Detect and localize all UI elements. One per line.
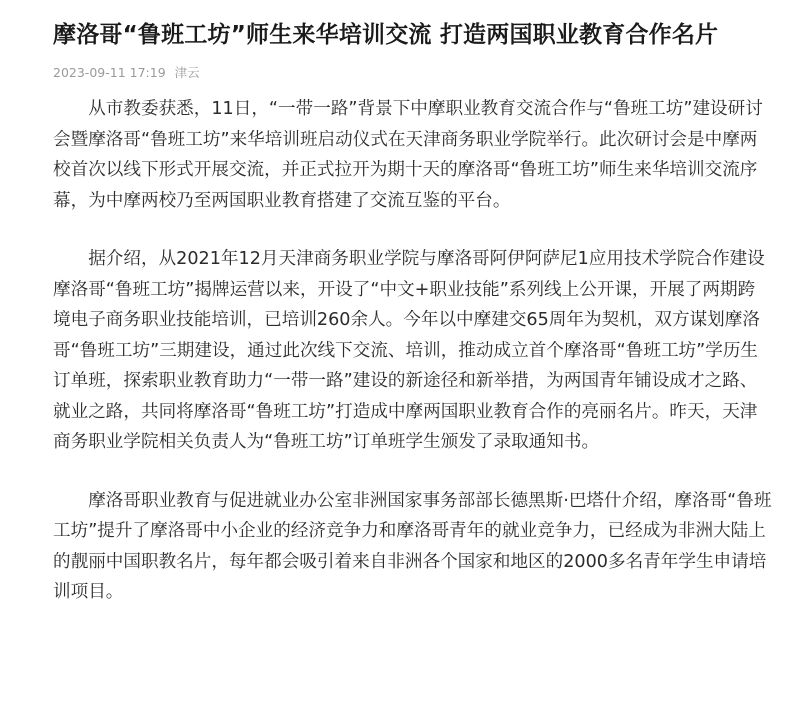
article-source[interactable]: 津云 [174,65,200,80]
publish-date: 2023-09-11 17:19 [53,65,166,80]
article-meta [53,64,772,82]
article-title: 摩洛哥“鲁班工坊”师生来华培训交流 打造两国职业教育合作名片 [53,22,719,48]
article-paragraph: 从市教委获悉，11日，“一带一路”背景下中摩职业教育交流合作与“鲁班工坊”建设研讨会暨摩洛哥“鲁班工坊”来华培训班启动仪式在天津商务职业学院举行。此次研讨会是中摩两校首次以线下形式开展交流，并正式拉开为期十天的摩洛哥“鲁班工坊”师生来华培训交流序幕，为中摩两校乃至两国职业教育搭建了交流互鉴的平台。 [53,99,763,211]
article-paragraph: 摩洛哥职业教育与促进就业办公室非洲国家事务部部长德黑斯·巴塔什介绍，摩洛哥“鲁班工坊”提升了摩洛哥中小企业的经济竞争力和摩洛哥青年的就业竞争力，已经成为非洲大陆上的靓丽中国职教名片，每年都会吸引着来自非洲各个国家和地区的2000多名青年学生申请培训项目。 [53,490,772,602]
article-paragraph: 据介绍，从2021年12月天津商务职业学院与摩洛哥阿伊阿萨尼1应用技术学院合作建设摩洛哥“鲁班工坊”揭牌运营以来，开设了“中文+职业技能”系列线上公开课，开展了两期跨境电子商务职业技能培训，已培训260余人。今年以中摩建交65周年为契机，双方谋划摩洛哥“鲁班工坊”三期建设，通过此次线下交流、培训，推动成立首个摩洛哥“鲁班工坊”学历生订单班，探索职业教育助力“一带一路”建设的新途径和新举措，为两国青年铺设成才之路、就业之路，共同将摩洛哥“鲁班工坊”打造成中摩两国职业教育合作的亮丽名片。昨天，天津商务职业学院相关负责人为“鲁班工坊”订单班学生颁发了录取通知书。 [53,249,765,452]
article-body [53,94,772,608]
